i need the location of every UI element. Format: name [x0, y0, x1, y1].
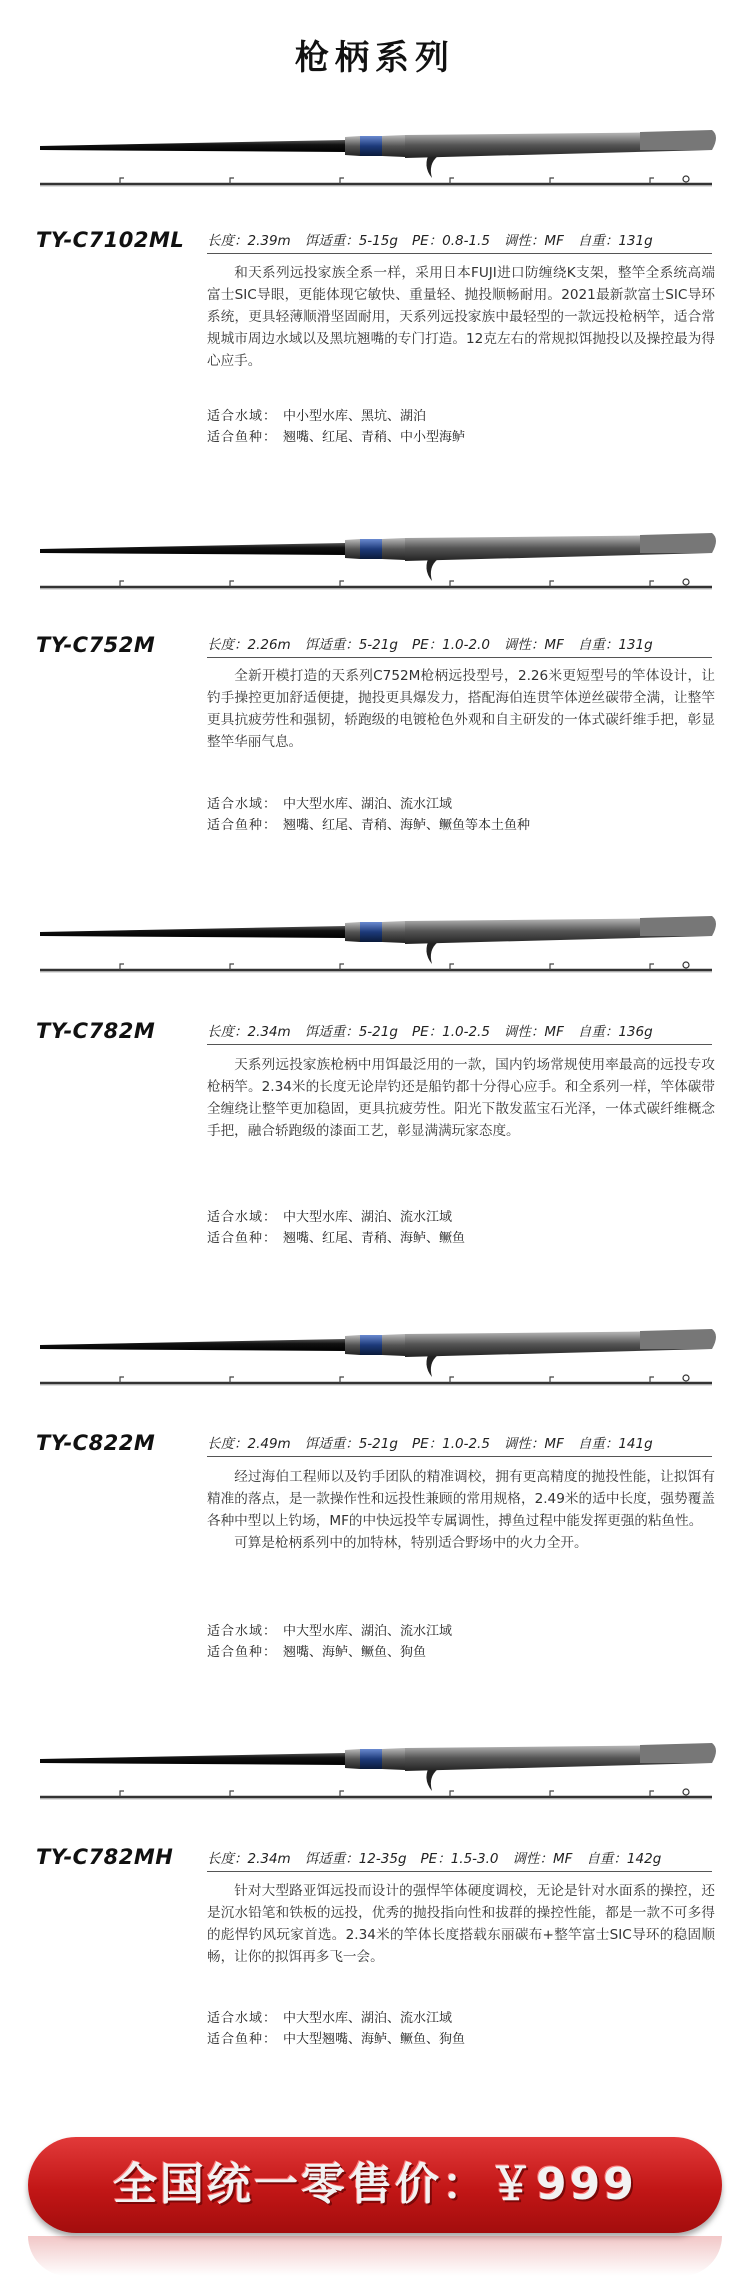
suitable-fish-row: [207, 1228, 707, 1249]
rod-picture: [0, 122, 750, 210]
suitable-fish-row: [207, 815, 707, 836]
rod-image: [0, 525, 750, 613]
description-paragraph: 和天系列远投家族全系一样，采用日本FUJI进口防缠绕K支架，整竿全系统高端富士SIC导眼，更能体现它敏快、重量轻、抛投顺畅耐用。2021最新款富士SIC导环系统，更具轻薄顺滑坚固耐用，天系列远投家族中最轻型的一款远投枪柄竿，适合常规城市周边水域以及黑坑翘嘴的专门打造。12克左右的常规拟饵抛投以及操控最为得心应手。: [207, 265, 715, 369]
spec-line: [207, 1432, 712, 1457]
suitable-fish-value: 翘嘴、红尾、青稍、海鲈、鳜鱼等本土鱼种: [283, 818, 531, 833]
model-name: TY-C752M: [36, 633, 156, 657]
suitable-water-label: 适合水域：: [207, 797, 278, 812]
suitable-water-value: 中大型水库、湖泊、流水江域: [283, 797, 453, 812]
suitable-water-row: [207, 1207, 707, 1228]
spec-line: [207, 229, 712, 254]
spec-pe: PE：1.5-3.0: [420, 1851, 499, 1867]
price-text: 全国统一零售价：￥999: [113, 2159, 637, 2210]
rod-image: [0, 1321, 750, 1409]
rod-image: [0, 908, 750, 996]
suitable-fish-label: 适合鱼种：: [207, 430, 278, 445]
spec-length: 长度：2.39m: [207, 233, 291, 249]
model-name: TY-C7102ML: [36, 228, 185, 252]
spec-pe: PE：0.8-1.5: [411, 233, 490, 249]
suitable-water-label: 适合水域：: [207, 1624, 278, 1639]
spec-pe: PE：1.0-2.5: [411, 1436, 490, 1452]
spec-action: 调性：MF: [512, 1851, 573, 1867]
suitable-fish-label: 适合鱼种：: [207, 1231, 278, 1246]
suitable-water-row: [207, 794, 707, 815]
spec-weight: 自重：131g: [577, 637, 653, 653]
model-name: TY-C782MH: [36, 1845, 174, 1869]
spec-pe: PE：1.0-2.0: [411, 637, 490, 653]
spec-length: 长度：2.26m: [207, 637, 291, 653]
price-banner: [28, 2137, 722, 2233]
description: [207, 262, 715, 372]
suitable-fish-label: 适合鱼种：: [207, 1645, 278, 1660]
suitable-water-row: [207, 406, 707, 427]
description-paragraph: 针对大型路亚饵远投而设计的强悍竿体硬度调校，无论是针对水面系的操控，还是沉水铅笔和铁板的远投，优秀的抛投指向性和拔群的操控性能，都是一款不可多得的彪悍钓风玩家首选。2.34米的竿体长度搭载东丽碳布+整竿富士SIC导环的稳固顺畅，让你的拟饵再多飞一会。: [207, 1883, 715, 1965]
rod-picture: [0, 1735, 750, 1823]
spec-length: 长度：2.49m: [207, 1436, 291, 1452]
suitable-water-label: 适合水域：: [207, 409, 278, 424]
spec-line: [207, 1847, 712, 1872]
description-paragraph: 天系列远投家族枪柄中用饵最泛用的一款，国内钓场常规使用率最高的远投专攻枪柄竿。2.34米的长度无论岸钓还是船钓都十分得心应手。和全系列一样，竿体碳带全缠绕让整竿更加稳固，更具抗疲劳性。阳光下散发蓝宝石光泽，一体式碳纤维概念手把，融合轿跑级的漆面工艺，彰显满满玩家态度。: [207, 1057, 715, 1139]
suitable-water-label: 适合水域：: [207, 2011, 278, 2026]
suitable-water-value: 中大型水库、湖泊、流水江域: [283, 2011, 453, 2026]
spec-action: 调性：MF: [503, 1024, 564, 1040]
description-paragraph: 可算是枪柄系列中的加特林，特别适合野场中的火力全开。: [234, 1535, 588, 1551]
spec-line: [207, 633, 712, 658]
suitability: [207, 406, 707, 448]
suitability: [207, 1621, 707, 1663]
description: [207, 665, 715, 753]
suitable-water-row: [207, 1621, 707, 1642]
spec-weight: 自重：142g: [586, 1851, 662, 1867]
spec-action: 调性：MF: [503, 637, 564, 653]
spec-action: 调性：MF: [503, 233, 564, 249]
spec-line: [207, 1020, 712, 1045]
suitable-water-value: 中大型水库、湖泊、流水江域: [283, 1624, 453, 1639]
spec-lure: 饵适重：5-15g: [304, 233, 398, 249]
spec-length: 长度：2.34m: [207, 1851, 291, 1867]
suitable-fish-value: 中大型翘嘴、海鲈、鳜鱼、狗鱼: [283, 2032, 466, 2047]
description: [207, 1880, 715, 1968]
spec-weight: 自重：131g: [577, 233, 653, 249]
suitable-fish-row: [207, 1642, 707, 1663]
suitable-fish-value: 翘嘴、红尾、青稍、海鲈、鳜鱼: [283, 1231, 466, 1246]
suitable-fish-label: 适合鱼种：: [207, 818, 278, 833]
spec-lure: 饵适重：12-35g: [304, 1851, 407, 1867]
rod-picture: [0, 1321, 750, 1409]
model-name: TY-C782M: [36, 1019, 156, 1043]
suitable-fish-row: [207, 427, 707, 448]
suitable-water-label: 适合水域：: [207, 1210, 278, 1225]
description: [207, 1054, 715, 1142]
spec-action: 调性：MF: [503, 1436, 564, 1452]
description: [207, 1466, 715, 1554]
suitability: [207, 1207, 707, 1249]
suitable-fish-value: 翘嘴、红尾、青稍、中小型海鲈: [283, 430, 466, 445]
rod-image: [0, 1735, 750, 1823]
suitable-fish-label: 适合鱼种：: [207, 2032, 278, 2047]
spec-pe: PE：1.0-2.5: [411, 1024, 490, 1040]
suitability: [207, 2008, 707, 2050]
spec-lure: 饵适重：5-21g: [304, 1436, 398, 1452]
suitable-water-value: 中大型水库、湖泊、流水江域: [283, 1210, 453, 1225]
rod-image: [0, 122, 750, 210]
spec-lure: 饵适重：5-21g: [304, 1024, 398, 1040]
description-paragraph: 经过海伯工程师以及钓手团队的精准调校，拥有更高精度的抛投性能，让拟饵有精准的落点，是一款操作性和远投性兼顾的常用规格，2.49米的适中长度，强势覆盖各种中型以上钓场，MF的中快远投竿专属调性，搏鱼过程中能发挥更强的粘鱼性。: [207, 1469, 715, 1529]
rod-picture: [0, 525, 750, 613]
spec-weight: 自重：136g: [577, 1024, 653, 1040]
page-title: 枪柄系列: [295, 38, 455, 78]
suitable-fish-row: [207, 2029, 707, 2050]
description-paragraph: 全新开模打造的天系列C752M枪柄远投型号，2.26米更短型号的竿体设计，让钓手操控更加舒适便捷，抛投更具爆发力，搭配海伯连贯竿体逆丝碳带全满，让整竿更具抗疲劳性和强韧，轿跑级的电镀枪色外观和自主研发的一体式碳纤维手把，彰显整竿华丽气息。: [207, 668, 715, 750]
banner-reflection: [28, 2236, 722, 2276]
suitable-water-value: 中小型水库、黑坑、湖泊: [283, 409, 427, 424]
spec-weight: 自重：141g: [577, 1436, 653, 1452]
spec-lure: 饵适重：5-21g: [304, 637, 398, 653]
spec-length: 长度：2.34m: [207, 1024, 291, 1040]
suitable-water-row: [207, 2008, 707, 2029]
rod-picture: [0, 908, 750, 996]
suitable-fish-value: 翘嘴、海鲈、鳜鱼、狗鱼: [283, 1645, 427, 1660]
suitability: [207, 794, 707, 836]
model-name: TY-C822M: [36, 1431, 156, 1455]
